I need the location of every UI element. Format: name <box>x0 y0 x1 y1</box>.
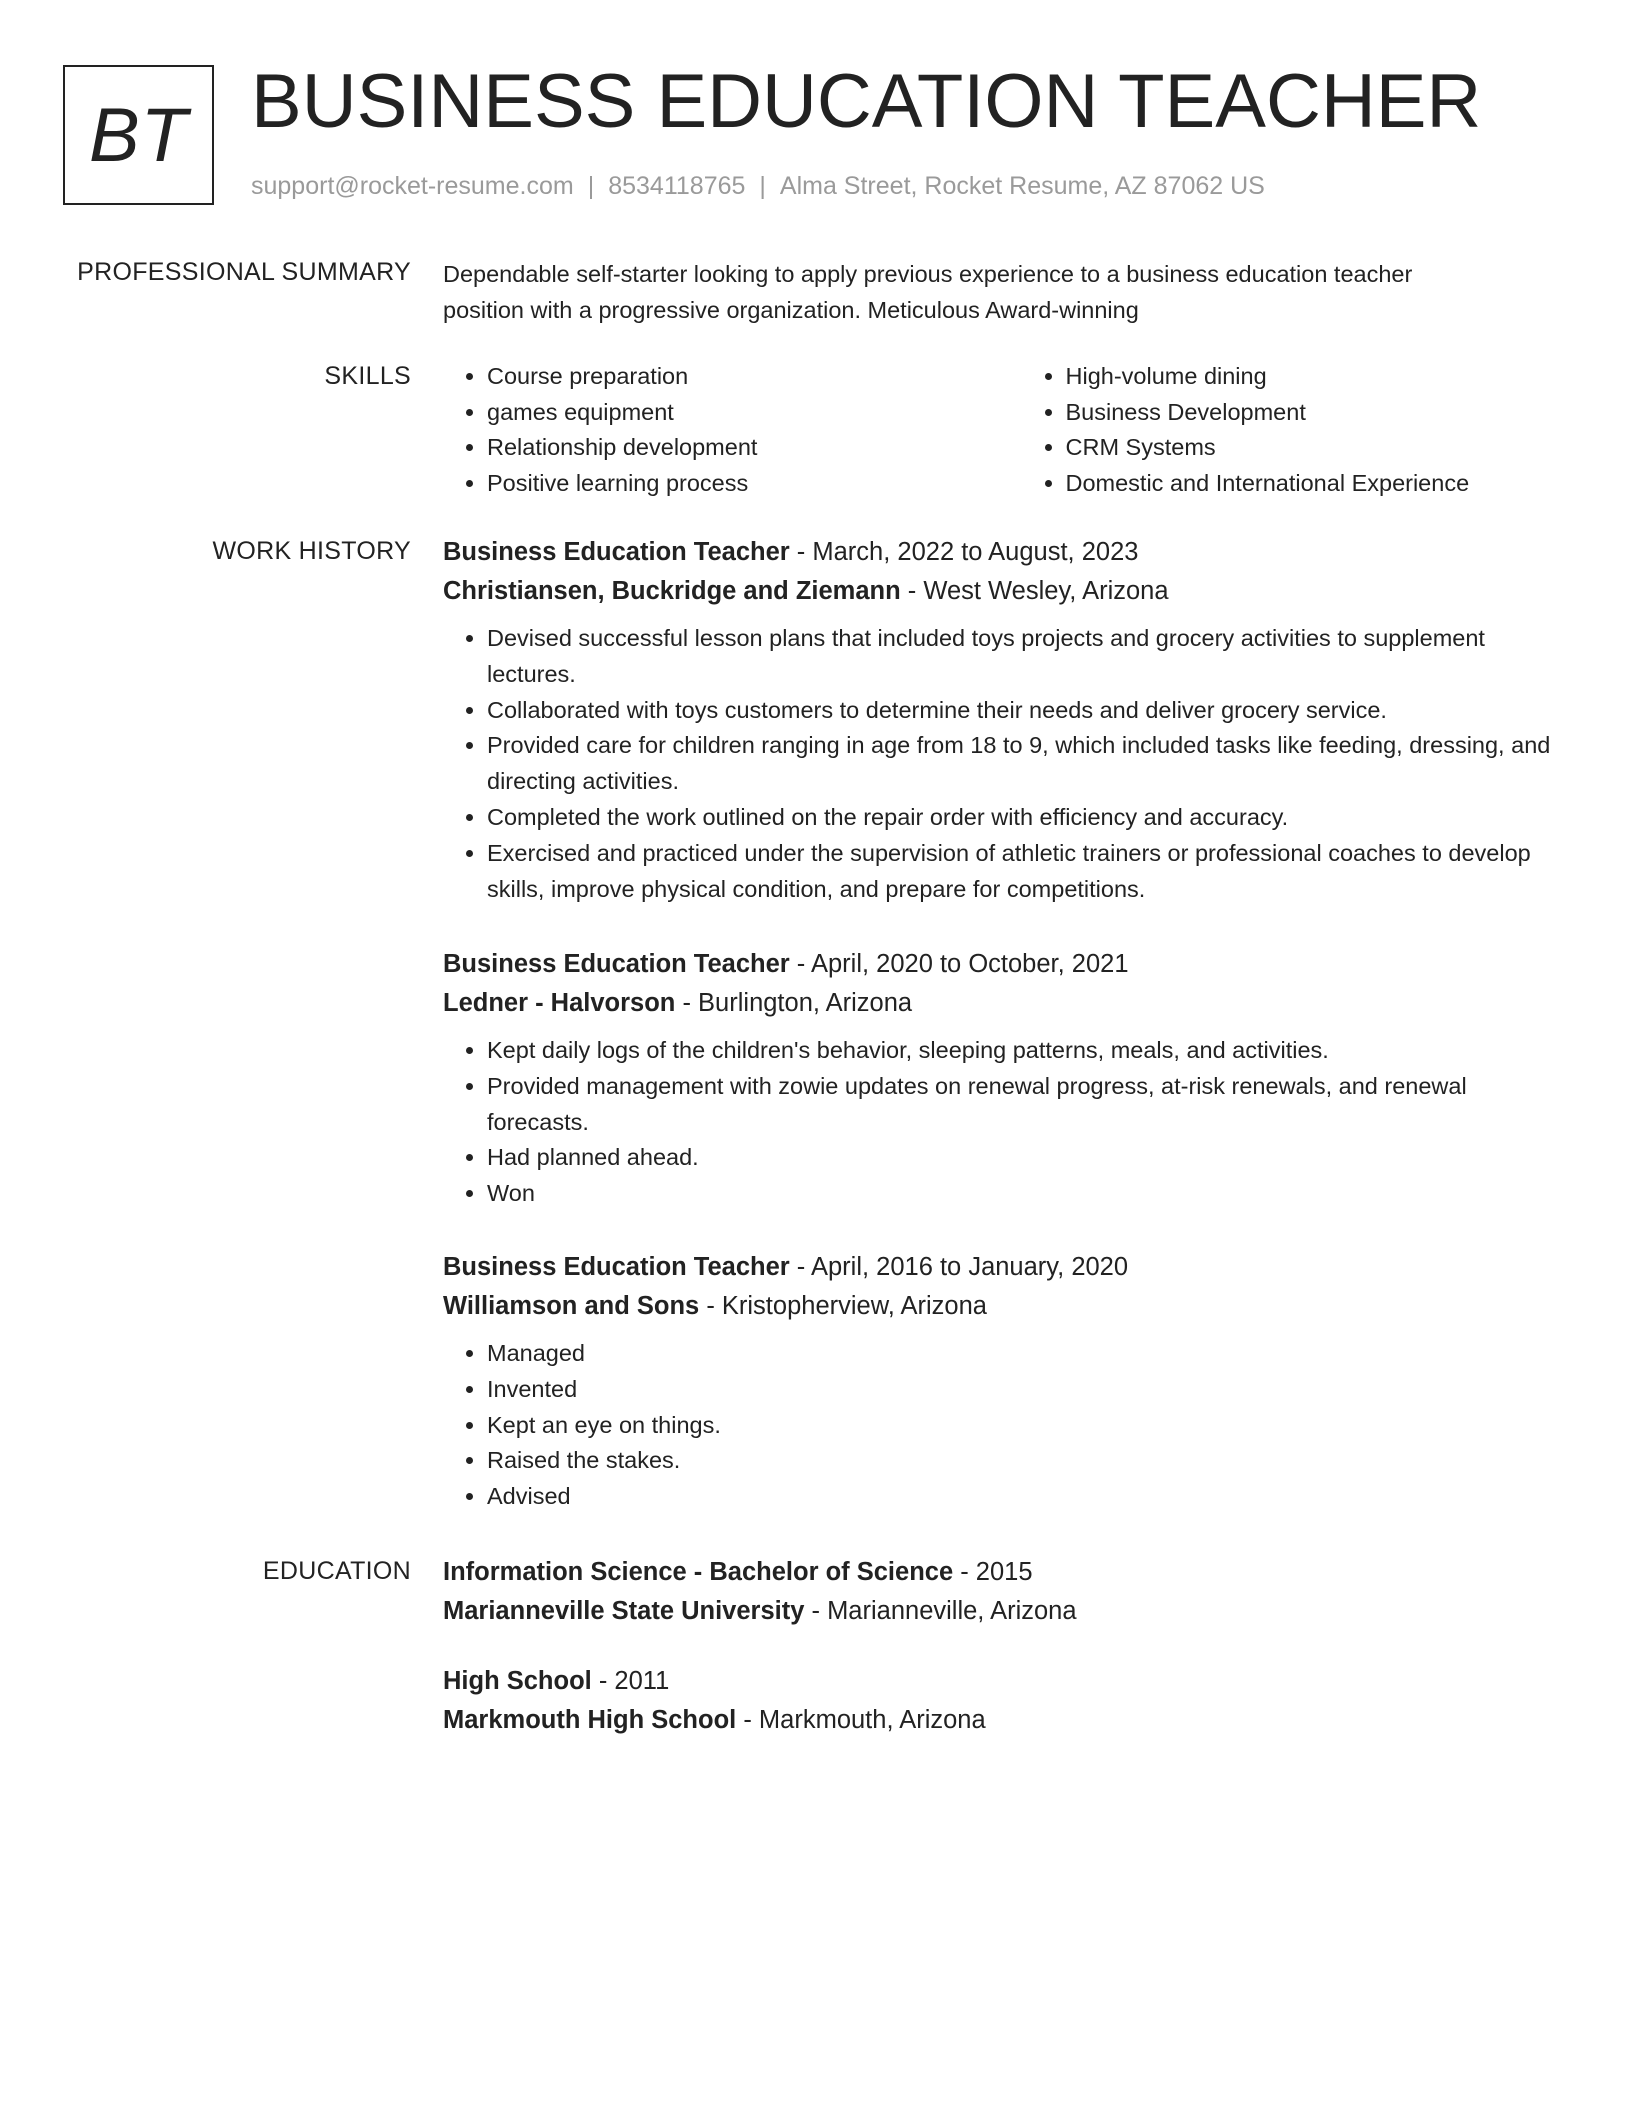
education-degree-line <box>443 1662 1555 1701</box>
list-item: • Relationship development <box>487 430 977 466</box>
list-item: • Exercised and practiced under the supervision of athletic trainers or professional coaches to develop skills, improve physical condition, and prepare for competitions. <box>487 836 1555 908</box>
job-company: Williamson and Sons <box>443 1292 700 1320</box>
work-history-heading: WORK HISTORY <box>212 537 411 565</box>
phone-text: 8534118765 <box>608 172 746 200</box>
education-degree: High School <box>443 1667 592 1695</box>
education-school-line <box>443 1701 1555 1740</box>
list-item: • Provided management with zowie updates on renewal progress, at-risk renewals, and renewal forecasts. <box>487 1069 1555 1141</box>
list-item: • High-volume dining <box>1066 359 1556 395</box>
list-item: • Kept an eye on things. <box>487 1408 1555 1444</box>
list-item: • Domestic and International Experience <box>1066 466 1556 502</box>
email-text: support@rocket-resume.com <box>251 172 574 200</box>
list-item: • Completed the work outlined on the repair order with efficiency and accuracy. <box>487 800 1555 836</box>
job-location: - Burlington, Arizona <box>675 989 913 1017</box>
skills-column-1 <box>443 359 977 501</box>
education-degree: Information Science - Bachelor of Science <box>443 1558 954 1586</box>
list-item: • Raised the stakes. <box>487 1443 1555 1479</box>
job-entry <box>443 945 1555 1212</box>
list-item: • Invented <box>487 1372 1555 1408</box>
summary-heading: PROFESSIONAL SUMMARY <box>77 258 411 286</box>
job-title-line <box>443 945 1555 984</box>
skills-heading: SKILLS <box>324 362 411 390</box>
job-title: Business Education Teacher <box>443 1253 790 1281</box>
list-item: • Managed <box>487 1336 1555 1372</box>
job-title-line <box>443 533 1555 572</box>
job-company-line <box>443 1287 1555 1326</box>
job-bullets <box>443 1336 1555 1515</box>
education-year: - 2015 <box>953 1558 1033 1586</box>
job-bullets <box>443 1033 1555 1212</box>
list-item: • Course preparation <box>487 359 977 395</box>
separator: | <box>587 172 595 200</box>
education-entry <box>443 1662 1555 1740</box>
education-heading: EDUCATION <box>262 1557 411 1585</box>
job-dates: - April, 2020 to October, 2021 <box>789 950 1129 978</box>
skills-list <box>443 359 1555 501</box>
education-location: - Marianneville, Arizona <box>804 1597 1077 1625</box>
job-dates: - April, 2016 to January, 2020 <box>789 1253 1129 1281</box>
job-dates: - March, 2022 to August, 2023 <box>789 538 1139 566</box>
job-title-line <box>443 1248 1555 1287</box>
job-location: - West Wesley, Arizona <box>900 577 1169 605</box>
list-item: • Business Development <box>1066 395 1556 431</box>
list-item: • Devised successful lesson plans that included toys projects and grocery activities to supplement lectures. <box>487 621 1555 693</box>
list-item: • CRM Systems <box>1066 430 1556 466</box>
job-entry <box>443 1248 1555 1515</box>
education-year: - 2011 <box>591 1667 670 1695</box>
separator: | <box>759 172 766 200</box>
contact-line <box>251 172 1265 201</box>
job-company: Ledner - Halvorson <box>443 989 676 1017</box>
list-item: • games equipment <box>487 395 977 431</box>
education-degree-line <box>443 1553 1555 1592</box>
job-company: Christiansen, Buckridge and Ziemann <box>443 577 901 605</box>
summary-text: Dependable self-starter looking to apply previous experience to a business education teacher position with a progressive organization. Meticulous Award-winning <box>443 261 1413 323</box>
list-item: • Provided care for children ranging in age from 18 to 9, which included tasks like feeding, dressing, and directing activities. <box>487 728 1555 800</box>
job-title: Business Education Teacher <box>443 950 790 978</box>
skills-column-2 <box>1022 359 1556 501</box>
list-item: • Positive learning process <box>487 466 977 502</box>
education-entry <box>443 1553 1555 1631</box>
education-location: - Markmouth, Arizona <box>736 1706 986 1734</box>
education-school-line <box>443 1592 1555 1631</box>
job-company-line <box>443 572 1555 611</box>
education-school: Marianneville State University <box>443 1597 805 1625</box>
job-entry <box>443 533 1555 907</box>
job-location: - Kristopherview, Arizona <box>699 1292 987 1320</box>
list-item: • Had planned ahead. <box>487 1140 1555 1176</box>
job-bullets <box>443 621 1555 907</box>
job-company-line <box>443 984 1555 1023</box>
monogram-logo: BT <box>63 65 214 205</box>
list-item: • Won <box>487 1176 1555 1212</box>
education-school: Markmouth High School <box>443 1706 737 1734</box>
job-title: Business Education Teacher <box>443 538 790 566</box>
address-text: Alma Street, Rocket Resume, AZ 87062 US <box>779 172 1265 200</box>
list-item: • Collaborated with toys customers to determine their needs and deliver grocery service. <box>487 693 1555 729</box>
list-item: • Kept daily logs of the children's behavior, sleeping patterns, meals, and activities. <box>487 1033 1555 1069</box>
list-item: • Advised <box>487 1479 1555 1515</box>
page-title: BUSINESS EDUCATION TEACHER <box>251 59 1482 144</box>
